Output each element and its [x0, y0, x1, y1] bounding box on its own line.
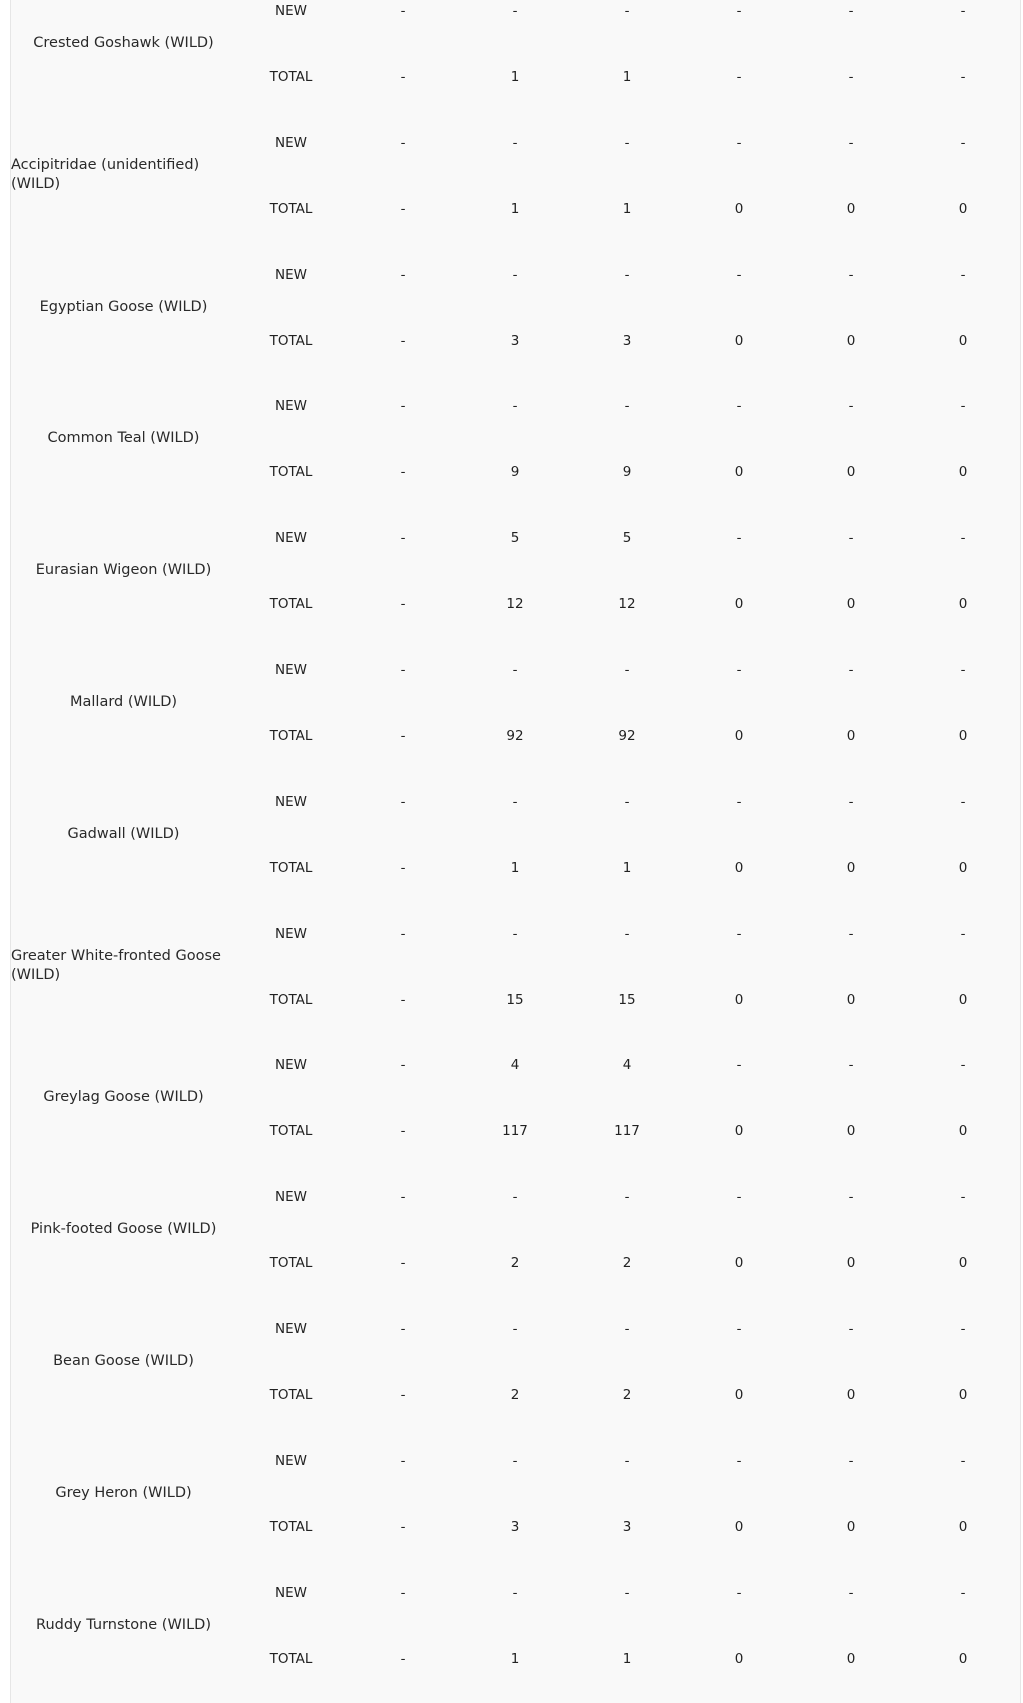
new-row	[11, 1187, 1020, 1207]
row-type-label: NEW	[275, 1321, 307, 1337]
value-cell: 1	[622, 1650, 632, 1667]
total-row	[11, 199, 1020, 219]
value-cell: 0	[846, 991, 856, 1008]
value-cell: -	[736, 1584, 742, 1601]
value-cell: -	[400, 728, 406, 744]
value-cell: -	[400, 69, 406, 85]
value-cell: -	[512, 662, 518, 678]
row-type-label: NEW	[275, 1057, 307, 1074]
value-cell: -	[848, 1584, 854, 1601]
new-row	[11, 924, 1020, 944]
value-cell: 15	[506, 991, 524, 1008]
value-cell: -	[624, 3, 630, 19]
value-cell: -	[400, 596, 406, 613]
value-cell: -	[736, 69, 742, 85]
value-cell: -	[960, 530, 966, 547]
value-cell: 1	[622, 859, 632, 876]
species-name: Ruddy Turnstone (WILD)	[36, 1616, 211, 1633]
row-type-label: NEW	[275, 1584, 307, 1601]
value-cell: -	[848, 69, 854, 85]
row-type-label: TOTAL	[269, 728, 313, 744]
value-cell: 0	[734, 1518, 744, 1535]
row-type-label: NEW	[275, 1189, 307, 1206]
value-cell: -	[736, 398, 742, 415]
value-cell: 3	[622, 1518, 632, 1535]
value-cell: -	[736, 1321, 742, 1337]
value-cell: -	[848, 1452, 854, 1469]
value-cell: 2	[622, 1255, 632, 1272]
value-cell: 3	[510, 1518, 520, 1535]
value-cell: -	[960, 1321, 966, 1337]
value-cell: -	[624, 1584, 630, 1601]
value-cell: 3	[622, 332, 632, 349]
value-cell: -	[736, 134, 742, 151]
value-cell: 0	[734, 859, 744, 876]
value-cell: -	[400, 1123, 406, 1140]
value-cell: 0	[734, 464, 744, 481]
value-cell: -	[400, 3, 406, 19]
value-cell: 0	[958, 464, 968, 481]
value-cell: 0	[846, 464, 856, 481]
new-row	[11, 1319, 1020, 1339]
row-type-label: NEW	[275, 1452, 307, 1469]
value-cell: 0	[958, 728, 968, 744]
value-cell: -	[848, 793, 854, 810]
value-cell: 0	[846, 332, 856, 349]
species-name: Greylag Goose (WILD)	[43, 1089, 204, 1106]
new-row	[11, 1583, 1020, 1603]
new-row	[11, 660, 1020, 680]
value-cell: -	[512, 134, 518, 151]
new-row	[11, 265, 1020, 285]
row-type-label: NEW	[275, 266, 307, 283]
value-cell: -	[624, 1321, 630, 1337]
value-cell: 92	[506, 728, 524, 744]
value-cell: -	[624, 266, 630, 283]
species-name: Crested Goshawk (WILD)	[33, 35, 214, 51]
value-cell: -	[400, 398, 406, 415]
value-cell: 0	[958, 1518, 968, 1535]
total-row	[11, 331, 1020, 351]
species-name: Bean Goose (WILD)	[53, 1353, 194, 1369]
value-cell: 1	[510, 1650, 520, 1667]
total-row	[11, 858, 1020, 878]
species-name: Accipitridae (unidentified) (WILD)	[11, 156, 200, 193]
value-cell: 2	[510, 1387, 520, 1403]
value-cell: -	[400, 1189, 406, 1206]
row-type-label: NEW	[275, 662, 307, 678]
value-cell: -	[512, 266, 518, 283]
value-cell: -	[736, 1189, 742, 1206]
value-cell: -	[736, 3, 742, 19]
total-row	[11, 1121, 1020, 1141]
new-row	[11, 1, 1020, 21]
value-cell: 9	[622, 464, 632, 481]
value-cell: -	[512, 925, 518, 942]
value-cell: 3	[510, 332, 520, 349]
value-cell: -	[400, 991, 406, 1008]
value-cell: 1	[510, 859, 520, 876]
value-cell: -	[960, 134, 966, 151]
value-cell: 0	[734, 991, 744, 1008]
value-cell: 0	[958, 1650, 968, 1667]
new-row	[11, 133, 1020, 153]
value-cell: -	[400, 266, 406, 283]
value-cell: -	[736, 793, 742, 810]
value-cell: -	[400, 1387, 406, 1403]
value-cell: -	[624, 134, 630, 151]
value-cell: 1	[622, 200, 632, 217]
species-name: Mallard (WILD)	[69, 694, 178, 710]
value-cell: -	[960, 1057, 966, 1074]
value-cell: -	[400, 1584, 406, 1601]
value-cell: 0	[958, 1123, 968, 1140]
value-cell: -	[960, 266, 966, 283]
new-row	[11, 396, 1020, 416]
row-type-label: TOTAL	[269, 596, 313, 613]
value-cell: 15	[618, 991, 636, 1008]
value-cell: -	[624, 1452, 630, 1469]
value-cell: -	[960, 662, 966, 678]
new-row	[11, 1055, 1020, 1075]
value-cell: -	[400, 662, 406, 678]
value-cell: -	[736, 662, 742, 678]
value-cell: -	[512, 1321, 518, 1337]
value-cell: -	[400, 1650, 406, 1667]
value-cell: 0	[734, 332, 744, 349]
value-cell: 0	[734, 1123, 744, 1140]
value-cell: -	[512, 1452, 518, 1469]
value-cell: -	[848, 662, 854, 678]
value-cell: 92	[618, 728, 636, 744]
new-row	[11, 1451, 1020, 1471]
value-cell: -	[960, 1452, 966, 1469]
value-cell: -	[848, 925, 854, 942]
value-cell: 0	[958, 991, 968, 1008]
row-type-label: TOTAL	[269, 859, 313, 876]
value-cell: -	[848, 1189, 854, 1206]
row-type-label: NEW	[275, 925, 307, 942]
species-name: Eurasian Wigeon (WILD)	[35, 562, 212, 579]
species-name: Gadwall (WILD)	[67, 825, 180, 842]
value-cell: -	[960, 398, 966, 415]
species-name: Grey Heron (WILD)	[55, 1484, 192, 1501]
row-type-label: TOTAL	[269, 332, 313, 349]
value-cell: 0	[958, 1255, 968, 1272]
value-cell: 4	[622, 1057, 632, 1074]
value-cell: -	[624, 398, 630, 415]
row-type-label: TOTAL	[269, 69, 313, 85]
value-cell: -	[736, 925, 742, 942]
value-cell: -	[400, 859, 406, 876]
value-cell: 0	[846, 596, 856, 613]
value-cell: -	[736, 1057, 742, 1074]
value-cell: -	[512, 1584, 518, 1601]
row-type-label: TOTAL	[269, 200, 313, 217]
total-row	[11, 1385, 1020, 1405]
total-row	[11, 462, 1020, 482]
value-cell: -	[624, 1189, 630, 1206]
value-cell: 0	[734, 596, 744, 613]
total-row	[11, 1517, 1020, 1537]
value-cell: 0	[846, 1123, 856, 1140]
value-cell: 0	[734, 1255, 744, 1272]
value-cell: -	[624, 662, 630, 678]
value-cell: -	[400, 464, 406, 481]
row-type-label: NEW	[275, 530, 307, 547]
value-cell: -	[848, 398, 854, 415]
row-type-label: NEW	[275, 3, 307, 19]
value-cell: -	[400, 1255, 406, 1272]
value-cell: 5	[510, 530, 520, 547]
value-cell: 1	[510, 200, 520, 217]
total-row	[11, 1253, 1020, 1273]
value-cell: -	[512, 398, 518, 415]
value-cell: 5	[622, 530, 632, 547]
row-type-label: NEW	[275, 793, 307, 810]
value-cell: 0	[846, 1650, 856, 1667]
row-type-label: TOTAL	[269, 991, 313, 1008]
total-row	[11, 67, 1020, 87]
value-cell: -	[960, 793, 966, 810]
value-cell: -	[736, 1452, 742, 1469]
value-cell: -	[400, 332, 406, 349]
value-cell: -	[848, 266, 854, 283]
value-cell: -	[960, 3, 966, 19]
value-cell: -	[400, 134, 406, 151]
value-cell: -	[848, 1321, 854, 1337]
row-type-label: NEW	[275, 398, 307, 415]
value-cell: 0	[958, 332, 968, 349]
new-row	[11, 528, 1020, 548]
value-cell: 1	[510, 69, 520, 85]
value-cell: -	[960, 1189, 966, 1206]
value-cell: 117	[614, 1123, 640, 1140]
row-type-label: TOTAL	[269, 1518, 313, 1535]
value-cell: -	[848, 134, 854, 151]
value-cell: 0	[734, 200, 744, 217]
value-cell: -	[512, 793, 518, 810]
value-cell: -	[400, 200, 406, 217]
value-cell: 117	[502, 1123, 528, 1140]
value-cell: 0	[846, 1255, 856, 1272]
total-row	[11, 594, 1020, 614]
value-cell: -	[736, 530, 742, 547]
value-cell: -	[624, 793, 630, 810]
value-cell: 12	[618, 596, 636, 613]
value-cell: -	[960, 1584, 966, 1601]
species-table	[10, 0, 1021, 1703]
value-cell: 0	[846, 200, 856, 217]
new-row	[11, 792, 1020, 812]
species-name: Common Teal (WILD)	[47, 430, 200, 447]
row-type-label: NEW	[275, 134, 307, 151]
value-cell: 0	[846, 728, 856, 744]
value-cell: -	[848, 530, 854, 547]
value-cell: 0	[734, 1387, 744, 1403]
value-cell: 9	[510, 464, 520, 481]
value-cell: -	[736, 266, 742, 283]
row-type-label: TOTAL	[269, 1387, 313, 1403]
total-row	[11, 726, 1020, 746]
row-type-label: TOTAL	[269, 1650, 313, 1667]
row-type-label: TOTAL	[269, 464, 313, 481]
total-row	[11, 990, 1020, 1010]
value-cell: -	[400, 1321, 406, 1337]
value-cell: 0	[958, 200, 968, 217]
value-cell: -	[848, 3, 854, 19]
value-cell: -	[400, 1057, 406, 1074]
value-cell: -	[400, 1452, 406, 1469]
species-name: Pink-footed Goose (WILD)	[30, 1221, 217, 1238]
value-cell: 0	[958, 859, 968, 876]
value-cell: 4	[510, 1057, 520, 1074]
value-cell: 0	[734, 728, 744, 744]
value-cell: -	[512, 1189, 518, 1206]
value-cell: -	[400, 1518, 406, 1535]
value-cell: -	[400, 793, 406, 810]
value-cell: -	[400, 925, 406, 942]
value-cell: -	[848, 1057, 854, 1074]
value-cell: 0	[734, 1650, 744, 1667]
value-cell: 2	[510, 1255, 520, 1272]
value-cell: 0	[958, 1387, 968, 1403]
total-row	[11, 1649, 1020, 1669]
value-cell: -	[512, 3, 518, 19]
value-cell: 1	[622, 69, 632, 85]
value-cell: -	[624, 925, 630, 942]
value-cell: 0	[958, 596, 968, 613]
value-cell: 0	[846, 1387, 856, 1403]
value-cell: 2	[622, 1387, 632, 1403]
row-type-label: TOTAL	[269, 1255, 313, 1272]
value-cell: 0	[846, 859, 856, 876]
value-cell: 0	[846, 1518, 856, 1535]
row-type-label: TOTAL	[269, 1123, 313, 1140]
species-name: Egyptian Goose (WILD)	[39, 298, 208, 315]
value-cell: -	[960, 925, 966, 942]
value-cell: 12	[506, 596, 524, 613]
value-cell: -	[960, 69, 966, 85]
species-name: Greater White-fronted Goose (WILD)	[11, 947, 221, 984]
value-cell: -	[400, 530, 406, 547]
